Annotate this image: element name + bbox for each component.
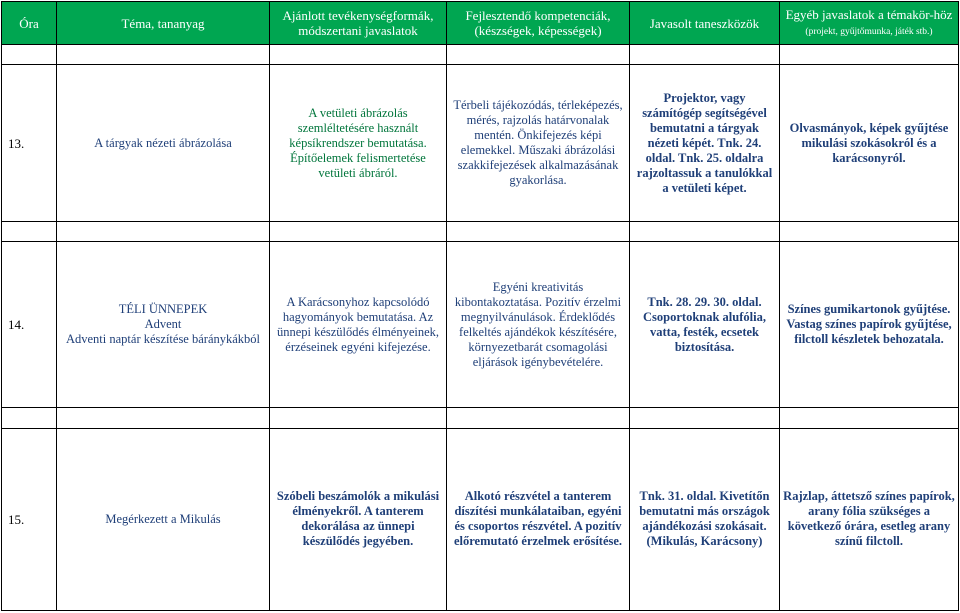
row-tema-title: TÉLI ÜNNEPEK <box>118 302 208 317</box>
row-number: 13. <box>2 65 57 222</box>
header-ora: Óra <box>2 2 57 45</box>
row-tevekenyseg: A Karácsonyhoz kapcsolódó hagyományok bemutatása. Az ünnepi készülődés élményeinek, érzéseinek egyéni kifejezése. <box>270 242 447 408</box>
row-eszkozok: Tnk. 31. oldal. Kivetítőn bemutatni más országok ajándékozási szokásait. (Mikulás, Karácsony) <box>630 428 780 610</box>
header-eszkozok: Javasolt taneszközök <box>630 2 780 45</box>
row-tema-subtitle: Advent <box>144 317 182 332</box>
table-row <box>2 428 959 610</box>
row-egyeb: Rajzlap, áttetsző színes papírok, arany fólia szükséges a következő órára, esetleg arany színű filctoll. <box>780 428 959 610</box>
row-egyeb: Olvasmányok, képek gyűjtése mikulási szokásokról és a karácsonyról. <box>780 65 959 222</box>
row-tema-detail: Adventi naptár készítése báránykákból <box>65 332 261 347</box>
row-number: 14. <box>2 242 57 408</box>
table-row <box>2 65 959 222</box>
row-kompetencia: Egyéni kreativitás kibontakoztatása. Pozitív érzelmi megnyilvánulások. Érdeklődés felkeltés ajándékok készítésére, környezetbarát csomagolási eljárások igénybevételére. <box>447 242 630 408</box>
header-tevekenyseg: Ajánlott tevékenységformák, módszertani javaslatok <box>270 2 447 45</box>
row-egyeb: Színes gumikartonok gyűjtése. Vastag színes papírok gyűjtése, filctoll készletek behozatala. <box>780 242 959 408</box>
row-tevekenyseg: A vetületi ábrázolás szemléltetésére használt képsíkrendszer bemutatása. Építőelemek felismertetése vetületi ábráról. <box>270 65 447 222</box>
header-egyeb <box>780 2 959 45</box>
row-tevekenyseg: Szóbeli beszámolók a mikulási élményekről. A tanterem dekorálása az ünnepi készülődés jegyében. <box>270 428 447 610</box>
row-number: 15. <box>2 428 57 610</box>
row-kompetencia: Alkotó részvétel a tanterem díszítési munkálataiban, egyéni és csoportos részvétel. A pozitív előremutató érzelmek erősítése. <box>447 428 630 610</box>
table-row <box>2 242 959 408</box>
row-kompetencia: Térbeli tájékozódás, térleképezés, mérés, rajzolás határvonalak mentén. Önkifejezés képi elemekkel. Műszaki ábrázolási szakkifejezések alkalmazásának gyakorlása. <box>447 65 630 222</box>
row-eszkozok: Projektor, vagy számítógép segítségével bemutatni a tárgyak nézeti képét. Tnk. 24. oldal. Tnk. 25. oldalra rajzoltassuk a tanulókkal a vetületi képet. <box>630 65 780 222</box>
spacer-row <box>2 221 959 241</box>
header-tema: Téma, tananyag <box>57 2 270 45</box>
header-kompetencia: Fejlesztendő kompetenciák, (készségek, képességek) <box>447 2 630 45</box>
header-egyeb-main: Egyéb javaslatok a témakör-höz <box>785 6 953 22</box>
row-tema: A tárgyak nézeti ábrázolása <box>57 65 270 222</box>
lesson-plan-table <box>1 1 959 611</box>
row-eszkozok: Tnk. 28. 29. 30. oldal. Csoportoknak alufólia, vatta, festék, ecsetek biztosítása. <box>630 242 780 408</box>
spacer-row <box>2 408 959 428</box>
header-row <box>2 2 959 45</box>
row-tema: Megérkezett a Mikulás <box>57 428 270 610</box>
row-tema <box>57 242 270 408</box>
spacer-row <box>2 45 959 65</box>
header-egyeb-small: (projekt, gyűjtőmunka, játék stb.) <box>805 26 933 37</box>
